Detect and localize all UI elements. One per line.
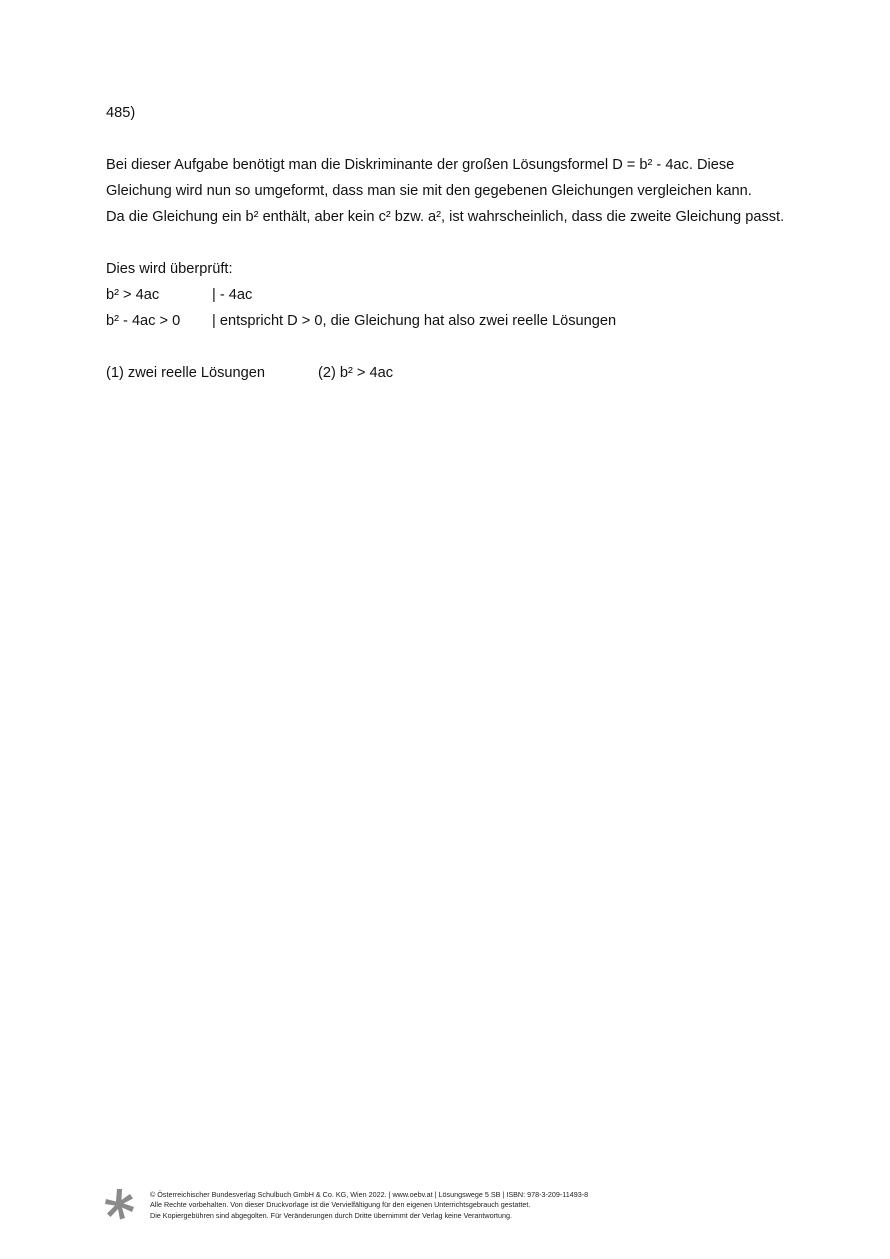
fees-line: Die Kopiergebühren sind abgegolten. Für Veränderungen durch Dritte übernimmt der Verlag keine Verantwortung. [150, 1210, 512, 1220]
check-intro: Dies wird überprüft: [106, 261, 233, 277]
paragraph-line-3: Da die Gleichung ein b² enthält, aber kein c² bzw. a², ist wahrscheinlich, dass die zweite Gleichung passt. [106, 209, 785, 225]
step-operation: | - 4ac [212, 287, 253, 303]
answer-row [106, 360, 826, 386]
rights-line: Alle Rechte vorbehalten. Von dieser Druckvorlage ist die Vervielfältigung für den eigenen Unterrichtsgebrauch gestattet. [150, 1200, 531, 1210]
oebv-asterisk-logo-icon [104, 1188, 136, 1220]
page-footer [104, 1188, 804, 1224]
paragraph-line-2: Gleichung wird nun so umgeformt, dass man sie mit den gegebenen Gleichungen vergleichen kann. [106, 183, 752, 199]
step-expression: b² > 4ac [106, 287, 160, 303]
answer-1: (1) zwei reelle Lösungen [106, 365, 265, 381]
paragraph-line-1: Bei dieser Aufgabe benötigt man die Diskriminante der großen Lösungsformel D = b² - 4ac. Diese [106, 157, 735, 173]
answer-2: (2) b² > 4ac [318, 365, 394, 381]
spacer [106, 126, 826, 152]
solution-content [106, 100, 826, 386]
transformation-step-2 [106, 308, 826, 334]
transformation-step-1 [106, 282, 826, 308]
step-expression: b² - 4ac > 0 [106, 313, 181, 329]
footer-text [150, 1190, 588, 1221]
task-number: 485) [106, 105, 136, 121]
spacer [106, 230, 826, 256]
copyright-line: © Österreichischer Bundesverlag Schulbuch GmbH & Co. KG, Wien 2022. | www.oebv.at | Lösungswege 5 SB | ISBN: 978-3-209-11493-8 [150, 1190, 589, 1199]
spacer [106, 334, 826, 360]
step-operation: | entspricht D > 0, die Gleichung hat also zwei reelle Lösungen [212, 313, 617, 329]
